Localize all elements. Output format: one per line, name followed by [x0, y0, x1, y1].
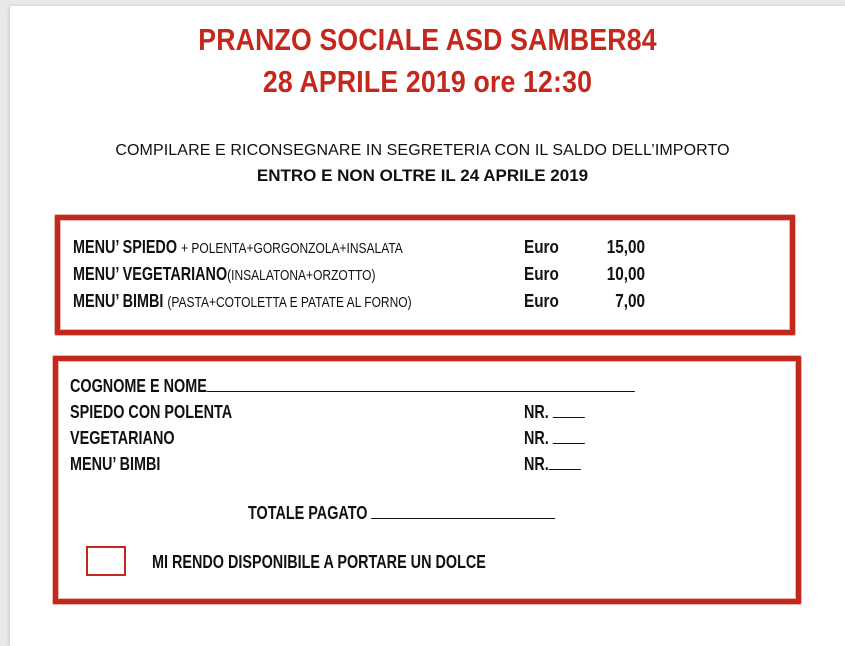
menu-item-currency: Euro — [524, 291, 559, 311]
menu-item-currency: Euro — [524, 264, 559, 284]
event-date-time: 28 APRILE 2019 ore 12:30 — [262, 64, 593, 99]
page-title: PRANZO SOCIALE ASD SAMBER84 — [198, 22, 657, 57]
name-field-label: COGNOME E NOME — [70, 376, 207, 396]
spiedo-quantity-field[interactable] — [524, 402, 585, 423]
instructions-line: COMPILARE E RICONSEGNARE IN SEGRETERIA CON IL SALDO DELL’IMPORTO — [115, 142, 730, 159]
menu-item-name: MENU’ VEGETARIANO — [73, 264, 228, 284]
nr-label: NR. — [524, 402, 549, 422]
deadline-line: ENTRO E NON OLTRE IL 24 APRILE 2019 — [256, 166, 589, 185]
nr-label: NR. — [524, 454, 549, 474]
menu-item-price: 10,00 — [606, 264, 645, 284]
vegetariano-quantity-field[interactable] — [524, 428, 585, 449]
menu-item-name: MENU’ SPIEDO — [73, 237, 178, 257]
form-row-label: MENU’ BIMBI — [70, 454, 161, 474]
total-paid-line[interactable] — [371, 504, 555, 519]
menu-item-name: MENU’ BIMBI — [73, 291, 164, 311]
form-row-label: SPIEDO CON POLENTA — [70, 402, 233, 422]
menu-item-price: 7,00 — [615, 291, 645, 311]
total-paid-field[interactable] — [248, 503, 555, 524]
menu-item-bimbi — [73, 291, 412, 312]
menu-item-detail: (INSALATONA+ORZOTTO) — [227, 267, 376, 284]
quantity-line[interactable] — [553, 403, 585, 418]
menu-item-price: 15,00 — [606, 237, 645, 257]
nr-label: NR. — [524, 428, 549, 448]
bimbi-quantity-field[interactable] — [524, 454, 581, 475]
menu-item-detail: (PASTA+COTOLETTA E PATATE AL FORNO) — [167, 294, 412, 311]
quantity-line[interactable] — [549, 455, 581, 470]
form-row-label: VEGETARIANO — [70, 428, 175, 448]
total-paid-label: TOTALE PAGATO — [248, 503, 368, 523]
quantity-line[interactable] — [553, 429, 585, 444]
menu-item-currency: Euro — [524, 237, 559, 257]
name-field-line[interactable] — [207, 377, 635, 392]
menu-item-spiedo — [73, 237, 403, 258]
dessert-label: MI RENDO DISPONIBILE A PORTARE UN DOLCE — [152, 552, 486, 572]
menu-item-vegetariano — [73, 264, 376, 285]
dessert-checkbox[interactable] — [86, 546, 126, 576]
menu-item-detail: + POLENTA+GORGONZOLA+INSALATA — [181, 240, 403, 257]
name-field[interactable] — [70, 376, 635, 397]
